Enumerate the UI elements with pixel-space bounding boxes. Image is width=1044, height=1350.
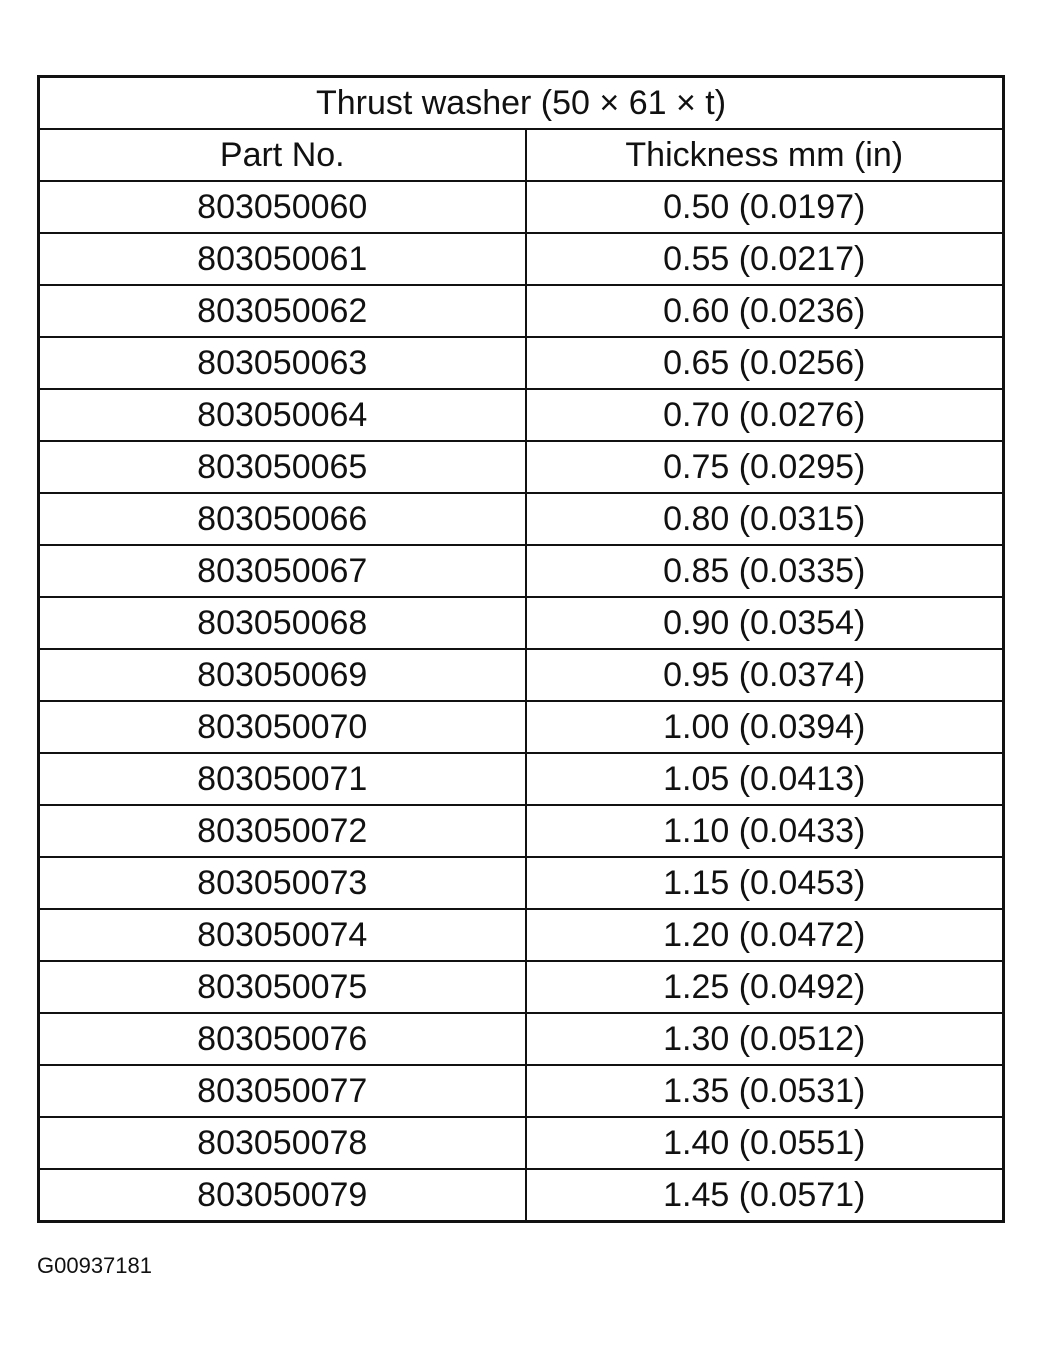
- thickness-cell: 1.05 (0.0413): [526, 753, 1004, 805]
- thickness-cell: 1.30 (0.0512): [526, 1013, 1004, 1065]
- thickness-cell: 0.60 (0.0236): [526, 285, 1004, 337]
- table-row: [39, 285, 1004, 337]
- part-number-cell: 803050077: [39, 1065, 526, 1117]
- part-number-cell: 803050063: [39, 337, 526, 389]
- table-row: [39, 545, 1004, 597]
- part-number-cell: 803050079: [39, 1169, 526, 1222]
- table-title-row: [39, 77, 1004, 130]
- table-row: [39, 753, 1004, 805]
- thickness-cell: 0.65 (0.0256): [526, 337, 1004, 389]
- part-number-cell: 803050067: [39, 545, 526, 597]
- header-part-no: Part No.: [39, 129, 526, 181]
- thickness-cell: 1.15 (0.0453): [526, 857, 1004, 909]
- part-number-cell: 803050076: [39, 1013, 526, 1065]
- table-row: [39, 493, 1004, 545]
- part-number-cell: 803050064: [39, 389, 526, 441]
- part-number-cell: 803050062: [39, 285, 526, 337]
- thickness-cell: 1.40 (0.0551): [526, 1117, 1004, 1169]
- thickness-cell: 0.95 (0.0374): [526, 649, 1004, 701]
- thickness-cell: 0.80 (0.0315): [526, 493, 1004, 545]
- table-row: [39, 1169, 1004, 1222]
- table-row: [39, 337, 1004, 389]
- table-row: [39, 909, 1004, 961]
- table-row: [39, 441, 1004, 493]
- thickness-cell: 1.45 (0.0571): [526, 1169, 1004, 1222]
- thrust-washer-table-container: [37, 75, 1005, 1223]
- part-number-cell: 803050060: [39, 181, 526, 233]
- header-thickness: Thickness mm (in): [526, 129, 1004, 181]
- thickness-cell: 0.55 (0.0217): [526, 233, 1004, 285]
- part-number-cell: 803050061: [39, 233, 526, 285]
- thickness-cell: 1.10 (0.0433): [526, 805, 1004, 857]
- part-number-cell: 803050065: [39, 441, 526, 493]
- part-number-cell: 803050070: [39, 701, 526, 753]
- figure-code: G00937181: [37, 1253, 152, 1278]
- thrust-washer-table: [37, 75, 1005, 1223]
- table-row: [39, 233, 1004, 285]
- thickness-cell: 0.85 (0.0335): [526, 545, 1004, 597]
- table-row: [39, 181, 1004, 233]
- table-row: [39, 649, 1004, 701]
- table-row: [39, 1117, 1004, 1169]
- table-row: [39, 805, 1004, 857]
- thickness-cell: 1.25 (0.0492): [526, 961, 1004, 1013]
- thickness-cell: 1.00 (0.0394): [526, 701, 1004, 753]
- part-number-cell: 803050066: [39, 493, 526, 545]
- table-title: Thrust washer (50 × 61 × t): [39, 77, 1004, 130]
- table-row: [39, 1065, 1004, 1117]
- table-row: [39, 597, 1004, 649]
- thickness-cell: 0.75 (0.0295): [526, 441, 1004, 493]
- part-number-cell: 803050068: [39, 597, 526, 649]
- part-number-cell: 803050072: [39, 805, 526, 857]
- thickness-cell: 0.50 (0.0197): [526, 181, 1004, 233]
- thickness-cell: 0.70 (0.0276): [526, 389, 1004, 441]
- table-row: [39, 389, 1004, 441]
- table-row: [39, 1013, 1004, 1065]
- table-body: [39, 181, 1004, 1222]
- part-number-cell: 803050073: [39, 857, 526, 909]
- part-number-cell: 803050078: [39, 1117, 526, 1169]
- part-number-cell: 803050071: [39, 753, 526, 805]
- table-row: [39, 701, 1004, 753]
- part-number-cell: 803050069: [39, 649, 526, 701]
- table-row: [39, 961, 1004, 1013]
- thickness-cell: 1.35 (0.0531): [526, 1065, 1004, 1117]
- table-header-row: [39, 129, 1004, 181]
- part-number-cell: 803050074: [39, 909, 526, 961]
- table-row: [39, 857, 1004, 909]
- thickness-cell: 0.90 (0.0354): [526, 597, 1004, 649]
- part-number-cell: 803050075: [39, 961, 526, 1013]
- thickness-cell: 1.20 (0.0472): [526, 909, 1004, 961]
